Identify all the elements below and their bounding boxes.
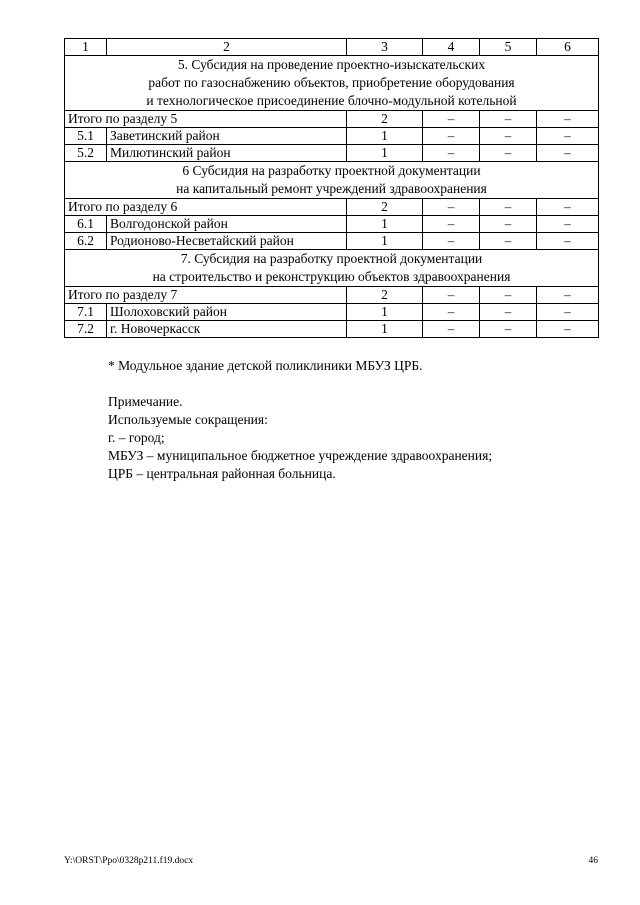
row-number: 7.1: [65, 304, 107, 321]
row-name: Волгодонской район: [107, 216, 347, 233]
section-total-row: [65, 199, 599, 216]
row-value: 1: [347, 233, 423, 250]
row-value: 1: [347, 128, 423, 145]
row-value: –: [480, 321, 537, 338]
page-footer: [64, 856, 598, 866]
row-value: –: [423, 128, 480, 145]
section-title-line: 7. Субсидия на разработку проектной документации: [180, 251, 483, 266]
note-intro: Используемые сокращения:: [108, 412, 268, 427]
section-title-line: работ по газоснабжению объектов, приобретение оборудования: [148, 75, 515, 90]
row-value: –: [423, 233, 480, 250]
total-value: –: [480, 111, 537, 128]
row-value: –: [480, 145, 537, 162]
section-title-row: [65, 162, 599, 199]
row-value: –: [537, 304, 599, 321]
row-value: 1: [347, 304, 423, 321]
row-value: –: [480, 304, 537, 321]
row-number: 7.2: [65, 321, 107, 338]
total-value: –: [423, 111, 480, 128]
row-value: –: [423, 304, 480, 321]
total-value: –: [537, 199, 599, 216]
note-item: ЦРБ – центральная районная больница.: [108, 466, 336, 481]
section-title-row: [65, 56, 599, 111]
notes-block: [108, 357, 492, 483]
section-title: [65, 162, 599, 199]
total-label: Итого по разделу 6: [65, 199, 347, 216]
total-value: 2: [347, 287, 423, 304]
table-row: [65, 128, 599, 145]
row-number: 6.2: [65, 233, 107, 250]
section-total-row: [65, 287, 599, 304]
total-value: –: [480, 199, 537, 216]
row-name: Родионово-Несветайский район: [107, 233, 347, 250]
note-title: Примечание.: [108, 394, 183, 409]
table-row: [65, 216, 599, 233]
row-value: –: [537, 216, 599, 233]
total-label: Итого по разделу 7: [65, 287, 347, 304]
header-cell-6: 6: [537, 39, 599, 56]
note-item: МБУЗ – муниципальное бюджетное учреждение здравоохранения;: [108, 448, 493, 463]
row-value: –: [423, 216, 480, 233]
row-value: –: [480, 233, 537, 250]
row-value: –: [537, 233, 599, 250]
row-name: Заветинский район: [107, 128, 347, 145]
file-path: Y:\ORST\Ppo\0328p211.f19.docx: [64, 856, 194, 866]
document-table-wrap: [64, 38, 598, 338]
section-title-row: [65, 250, 599, 287]
row-name: г. Новочеркасск: [107, 321, 347, 338]
header-cell-1: 1: [65, 39, 107, 56]
section-title-line: 5. Субсидия на проведение проектно-изыскательских: [177, 57, 486, 72]
table-row: [65, 321, 599, 338]
row-value: 1: [347, 216, 423, 233]
header-cell-4: 4: [423, 39, 480, 56]
row-number: 5.1: [65, 128, 107, 145]
total-value: 2: [347, 111, 423, 128]
header-cell-5: 5: [480, 39, 537, 56]
table-row: [65, 145, 599, 162]
row-value: –: [423, 145, 480, 162]
total-value: –: [537, 111, 599, 128]
row-value: –: [480, 128, 537, 145]
section-title: [65, 56, 599, 111]
table-row: [65, 233, 599, 250]
section-title-line: на строительство и реконструкцию объектов здравоохранения: [152, 269, 511, 284]
total-value: –: [480, 287, 537, 304]
section-title-line: 6 Субсидия на разработку проектной документации: [182, 163, 481, 178]
note-item: г. – город;: [108, 430, 165, 445]
section-title-line: и технологическое присоединение блочно-модульной котельной: [146, 93, 517, 108]
row-value: 1: [347, 321, 423, 338]
row-value: –: [423, 321, 480, 338]
total-value: 2: [347, 199, 423, 216]
total-value: –: [537, 287, 599, 304]
subsidy-table: [64, 38, 599, 338]
section-total-row: [65, 111, 599, 128]
footnote: * Модульное здание детской поликлиники МБУЗ ЦРБ.: [108, 358, 423, 373]
table-row: [65, 304, 599, 321]
page-number: 46: [588, 856, 598, 866]
total-value: –: [423, 199, 480, 216]
row-value: –: [480, 216, 537, 233]
section-title: [65, 250, 599, 287]
total-value: –: [423, 287, 480, 304]
row-value: 1: [347, 145, 423, 162]
row-value: –: [537, 128, 599, 145]
row-value: –: [537, 321, 599, 338]
total-label: Итого по разделу 5: [65, 111, 347, 128]
row-value: –: [537, 145, 599, 162]
row-number: 5.2: [65, 145, 107, 162]
header-row: [65, 39, 599, 56]
row-name: Шолоховский район: [107, 304, 347, 321]
row-name: Милютинский район: [107, 145, 347, 162]
header-cell-2: 2: [107, 39, 347, 56]
section-title-line: на капитальный ремонт учреждений здравоохранения: [176, 181, 487, 196]
header-cell-3: 3: [347, 39, 423, 56]
row-number: 6.1: [65, 216, 107, 233]
